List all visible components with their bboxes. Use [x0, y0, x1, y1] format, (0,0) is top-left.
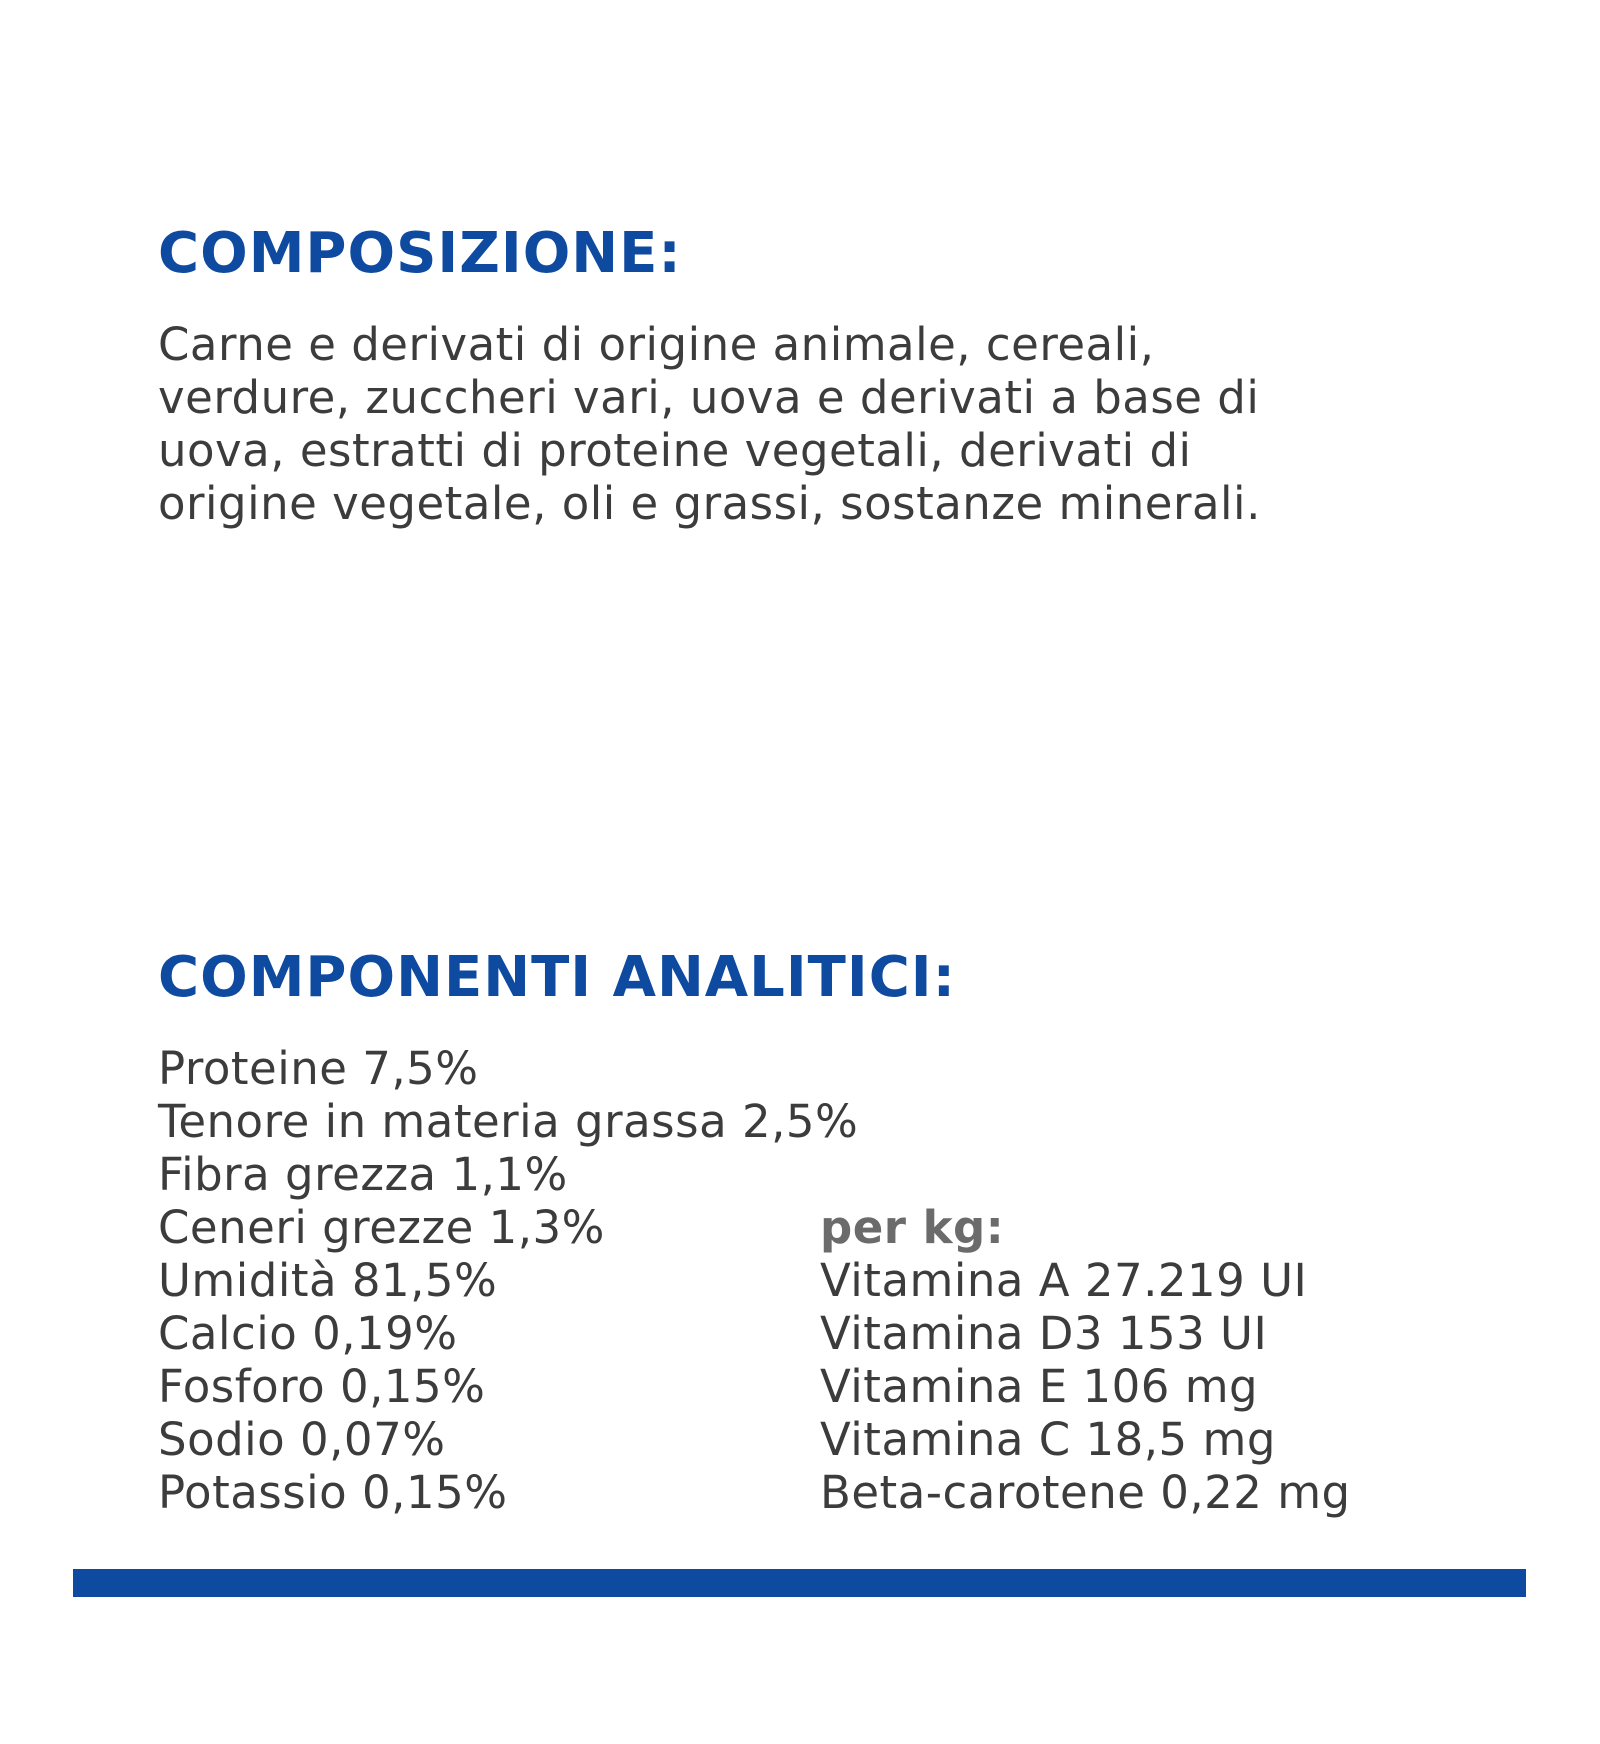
composition-line: verdure, zuccheri vari, uova e derivati a base di — [158, 371, 1260, 424]
analytical-item: Umidità 81,5% — [158, 1254, 498, 1307]
analytical-item: Tenore in materia grassa 2,5% — [158, 1095, 859, 1148]
bottom-divider-bar — [73, 1569, 1526, 1597]
analytical-item: Fosforo 0,15% — [158, 1360, 486, 1413]
analytical-item: Sodio 0,07% — [158, 1413, 446, 1466]
per-kg-vitamins-list — [820, 1201, 1351, 1519]
analytical-item: Proteine 7,5% — [158, 1042, 479, 1095]
vitamin-item: Vitamina A 27.219 UI — [820, 1254, 1308, 1307]
composition-text — [158, 318, 1398, 530]
analytical-item: Potassio 0,15% — [158, 1466, 508, 1519]
vitamin-item: Vitamina C 18,5 mg — [820, 1413, 1276, 1466]
composition-heading: COMPOSIZIONE: — [158, 221, 682, 286]
analytical-item: Calcio 0,19% — [158, 1307, 458, 1360]
analytical-item: Ceneri grezze 1,3% — [158, 1201, 605, 1254]
per-kg-label: per kg: — [820, 1201, 1005, 1254]
vitamin-item: Vitamina D3 153 UI — [820, 1307, 1268, 1360]
analytical-components-list — [158, 1042, 858, 1519]
composition-line: origine vegetale, oli e grassi, sostanze minerali. — [158, 477, 1261, 530]
composition-line: uova, estratti di proteine vegetali, derivati di — [158, 424, 1192, 477]
composition-line: Carne e derivati di origine animale, cereali, — [158, 318, 1155, 371]
vitamin-item: Beta-carotene 0,22 mg — [820, 1466, 1351, 1519]
vitamin-item: Vitamina E 106 mg — [820, 1360, 1259, 1413]
analytical-item: Fibra grezza 1,1% — [158, 1148, 568, 1201]
analytical-components-heading: COMPONENTI ANALITICI: — [158, 945, 957, 1010]
